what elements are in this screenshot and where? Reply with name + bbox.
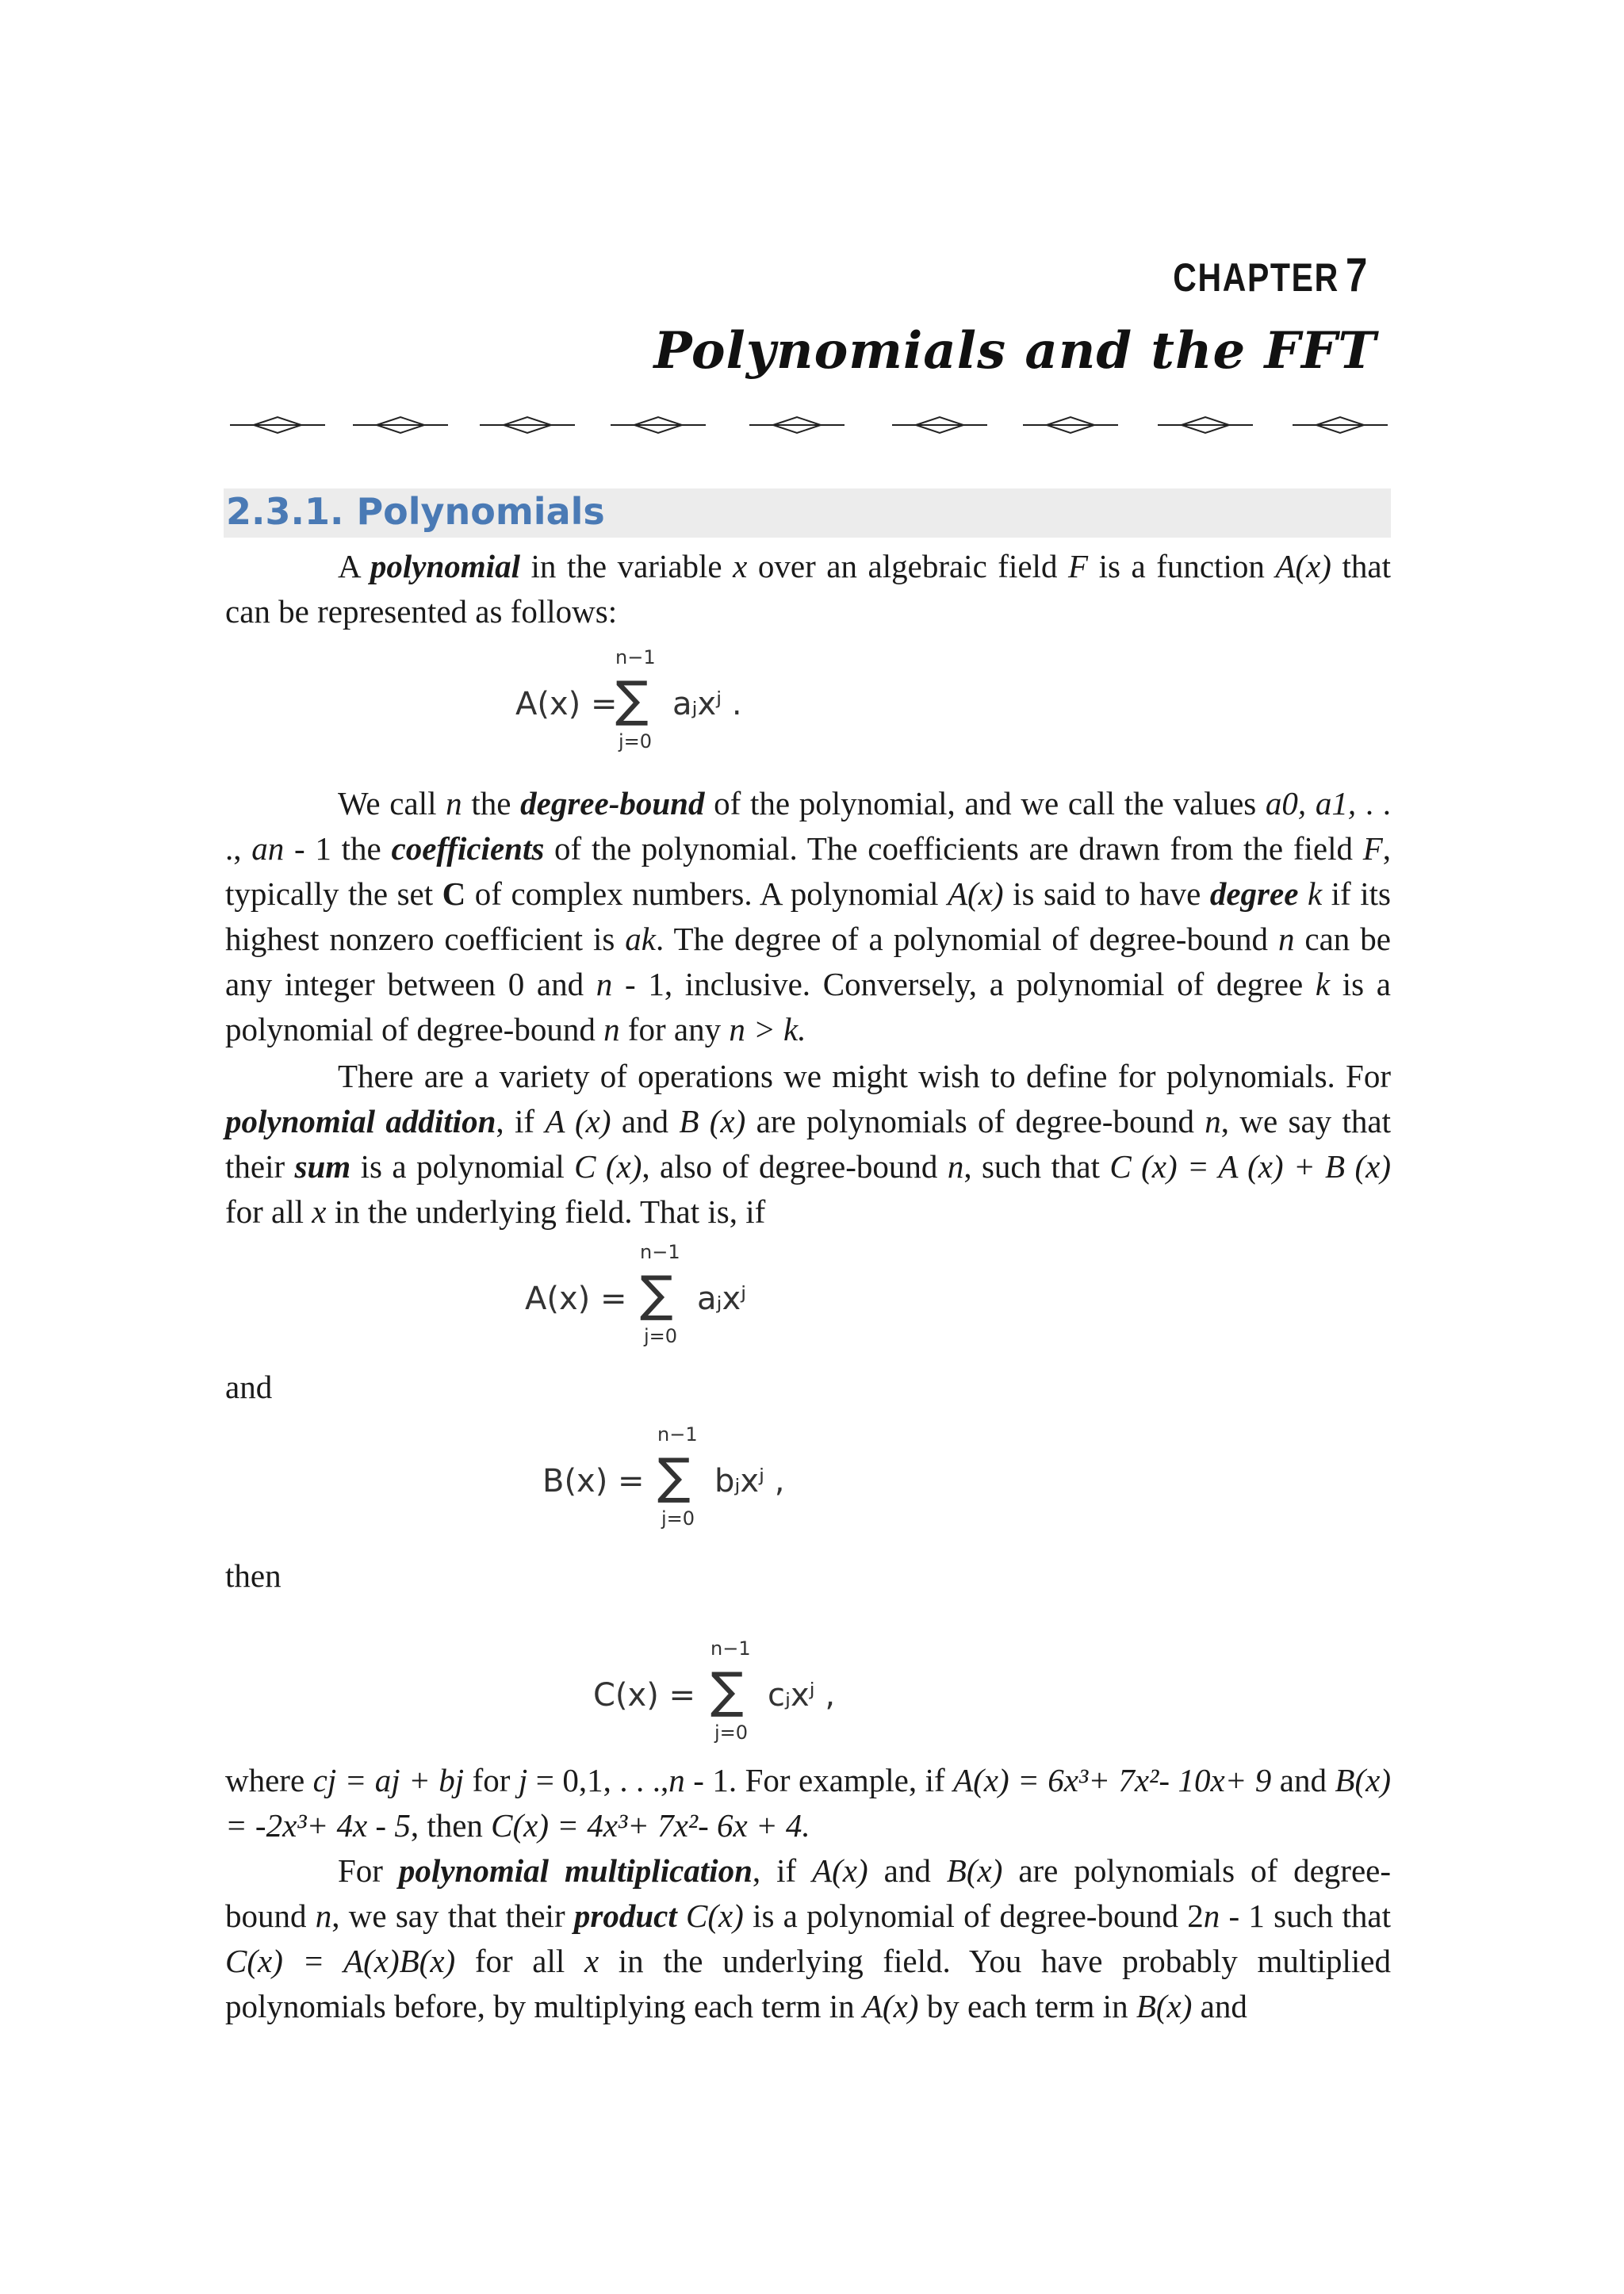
chapter-label-text: CHAPTER [1173,255,1339,300]
paragraph-polynomial-addition: There are a variety of operations we might wish to define for polynomials. For polynomial addition, if A (x) and B (x) are polynomials of degree-bound n, we say that their sum is a polynomial C (x), also of degree-bound n, such that C (x) = A (x) + B (x) for all x in the underlying field. That is, if [225,1058,1391,1230]
ornament-icon [480,409,575,441]
paragraph-polynomial-definition: A polynomial in the variable x over an algebraic field F is a function A(x) that can be represented as follows: [225,548,1391,630]
ornament-icon [1158,409,1253,441]
section-title: 2.3.1. Polynomials [226,490,605,533]
ornament-icon [1293,409,1388,441]
ornament-icon [353,409,448,441]
paragraph-addition-example: where cj = aj + bj for j = 0,1, . . .,n - 1. For example, if A(x) = 6x³+ 7x²- 10x+ 9 and B(x) = -2x³+ 4x - 5, then C(x) = 4x³+ 7x²- 6x + 4. [225,1762,1391,1844]
paragraph-polynomial-multiplication: For polynomial multiplication, if A(x) and B(x) are polynomials of degree-bound n, we say that their product C(x) is a polynomial of degree-bound 2n - 1 such that C(x) = A(x)B(x) for all x in the underlying field. You have probably multiplied polynomials before, by multiplying each term in A(x) by each term in B(x) and [225,1852,1392,2024]
equation-a-of-x-sum: A(x) = n−1 ∑ j=0 aⱼxʲ [525,1241,747,1347]
chapter-label [1173,247,1369,302]
equation-b-of-x: B(x) = n−1 ∑ j=0 bⱼxʲ , [542,1423,785,1530]
paragraph-degree-bound: We call n the degree-bound of the polynomial, and we call the values a0, a1, . . ., an - 1 the coefficients of the polynomial. The coefficients are drawn from the field F, typically the set C of complex numbers. A polynomial A(x) is said to have degree k if its highest nonzero coefficient is ak. The degree of a polynomial of degree-bound n can be any integer between 0 and n - 1, inclusive. Conversely, a polynomial of degree k is a polynomial of degree-bound n for any n > k. [225,785,1392,1047]
ornament-icon [611,409,706,441]
ornament-icon [749,409,845,441]
connector-then: then [225,1557,282,1594]
ornament-icon [230,409,325,441]
chapter-number: 7 [1345,248,1369,301]
chapter-title: Polynomials and the FFT [653,321,1377,381]
ornament-icon [892,409,987,441]
connector-and: and [225,1369,273,1405]
equation-c-of-x: C(x) = n−1 ∑ j=0 cⱼxʲ , [593,1637,836,1744]
equation-a-of-x: A(x) = n−1 ∑ j=0 aⱼxʲ . [515,646,742,753]
ornament-icon [1023,409,1118,441]
ornamental-divider [230,409,1388,441]
